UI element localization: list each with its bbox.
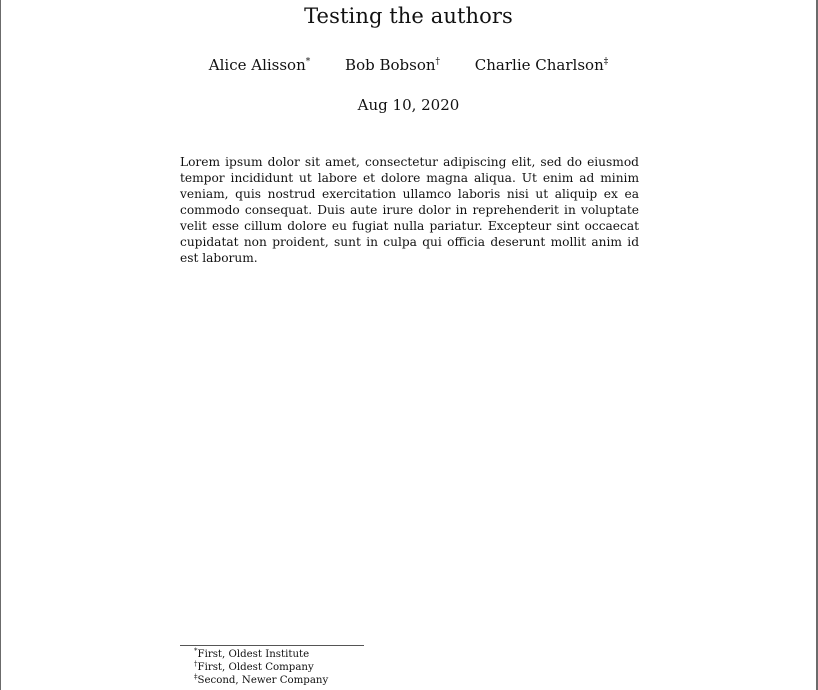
footnote-2 <box>194 661 328 674</box>
footnote-mark: ‡ <box>194 673 198 681</box>
author-affiliation-mark: † <box>435 57 441 67</box>
footnote-1 <box>194 648 328 661</box>
paper-date: Aug 10, 2020 <box>357 96 460 114</box>
footnote-text: First, Oldest Institute <box>197 649 310 660</box>
author-list <box>1 54 816 76</box>
footnote-mark: † <box>194 660 198 668</box>
footnote-text: First, Oldest Company <box>197 662 314 673</box>
footnote-text: Second, Newer Company <box>197 675 329 686</box>
paper-title: Testing the authors <box>304 4 513 28</box>
abstract-paragraph: Lorem ipsum dolor sit amet, consectetur adipiscing elit, sed do eiusmod tempor incididunt ut labore et dolore magna aliqua. Ut enim ad minim veniam, quis nostrud exercitation ullamco laboris nisi ut aliquip ex ea commodo consequat. Duis aute irure dolor in reprehenderit in voluptate velit esse cillum dolore eu fugiat nulla pariatur. Excepteur sint occaecat cupidatat non proident, sunt in culpa qui officia deserunt mollit anim id est laborum. <box>180 155 639 265</box>
author-name: Charlie Charlson <box>474 56 604 74</box>
footnote-mark: * <box>194 647 198 655</box>
author-alice <box>209 54 311 76</box>
author-name: Bob Bobson <box>345 56 436 74</box>
author-charlie <box>475 54 608 76</box>
footnote-list <box>194 648 328 687</box>
author-affiliation-mark: * <box>305 57 311 67</box>
author-name: Alice Alisson <box>208 56 306 74</box>
footnote-3 <box>194 674 328 687</box>
author-bob <box>345 54 440 76</box>
footnote-divider <box>180 645 364 646</box>
author-affiliation-mark: ‡ <box>603 57 609 67</box>
